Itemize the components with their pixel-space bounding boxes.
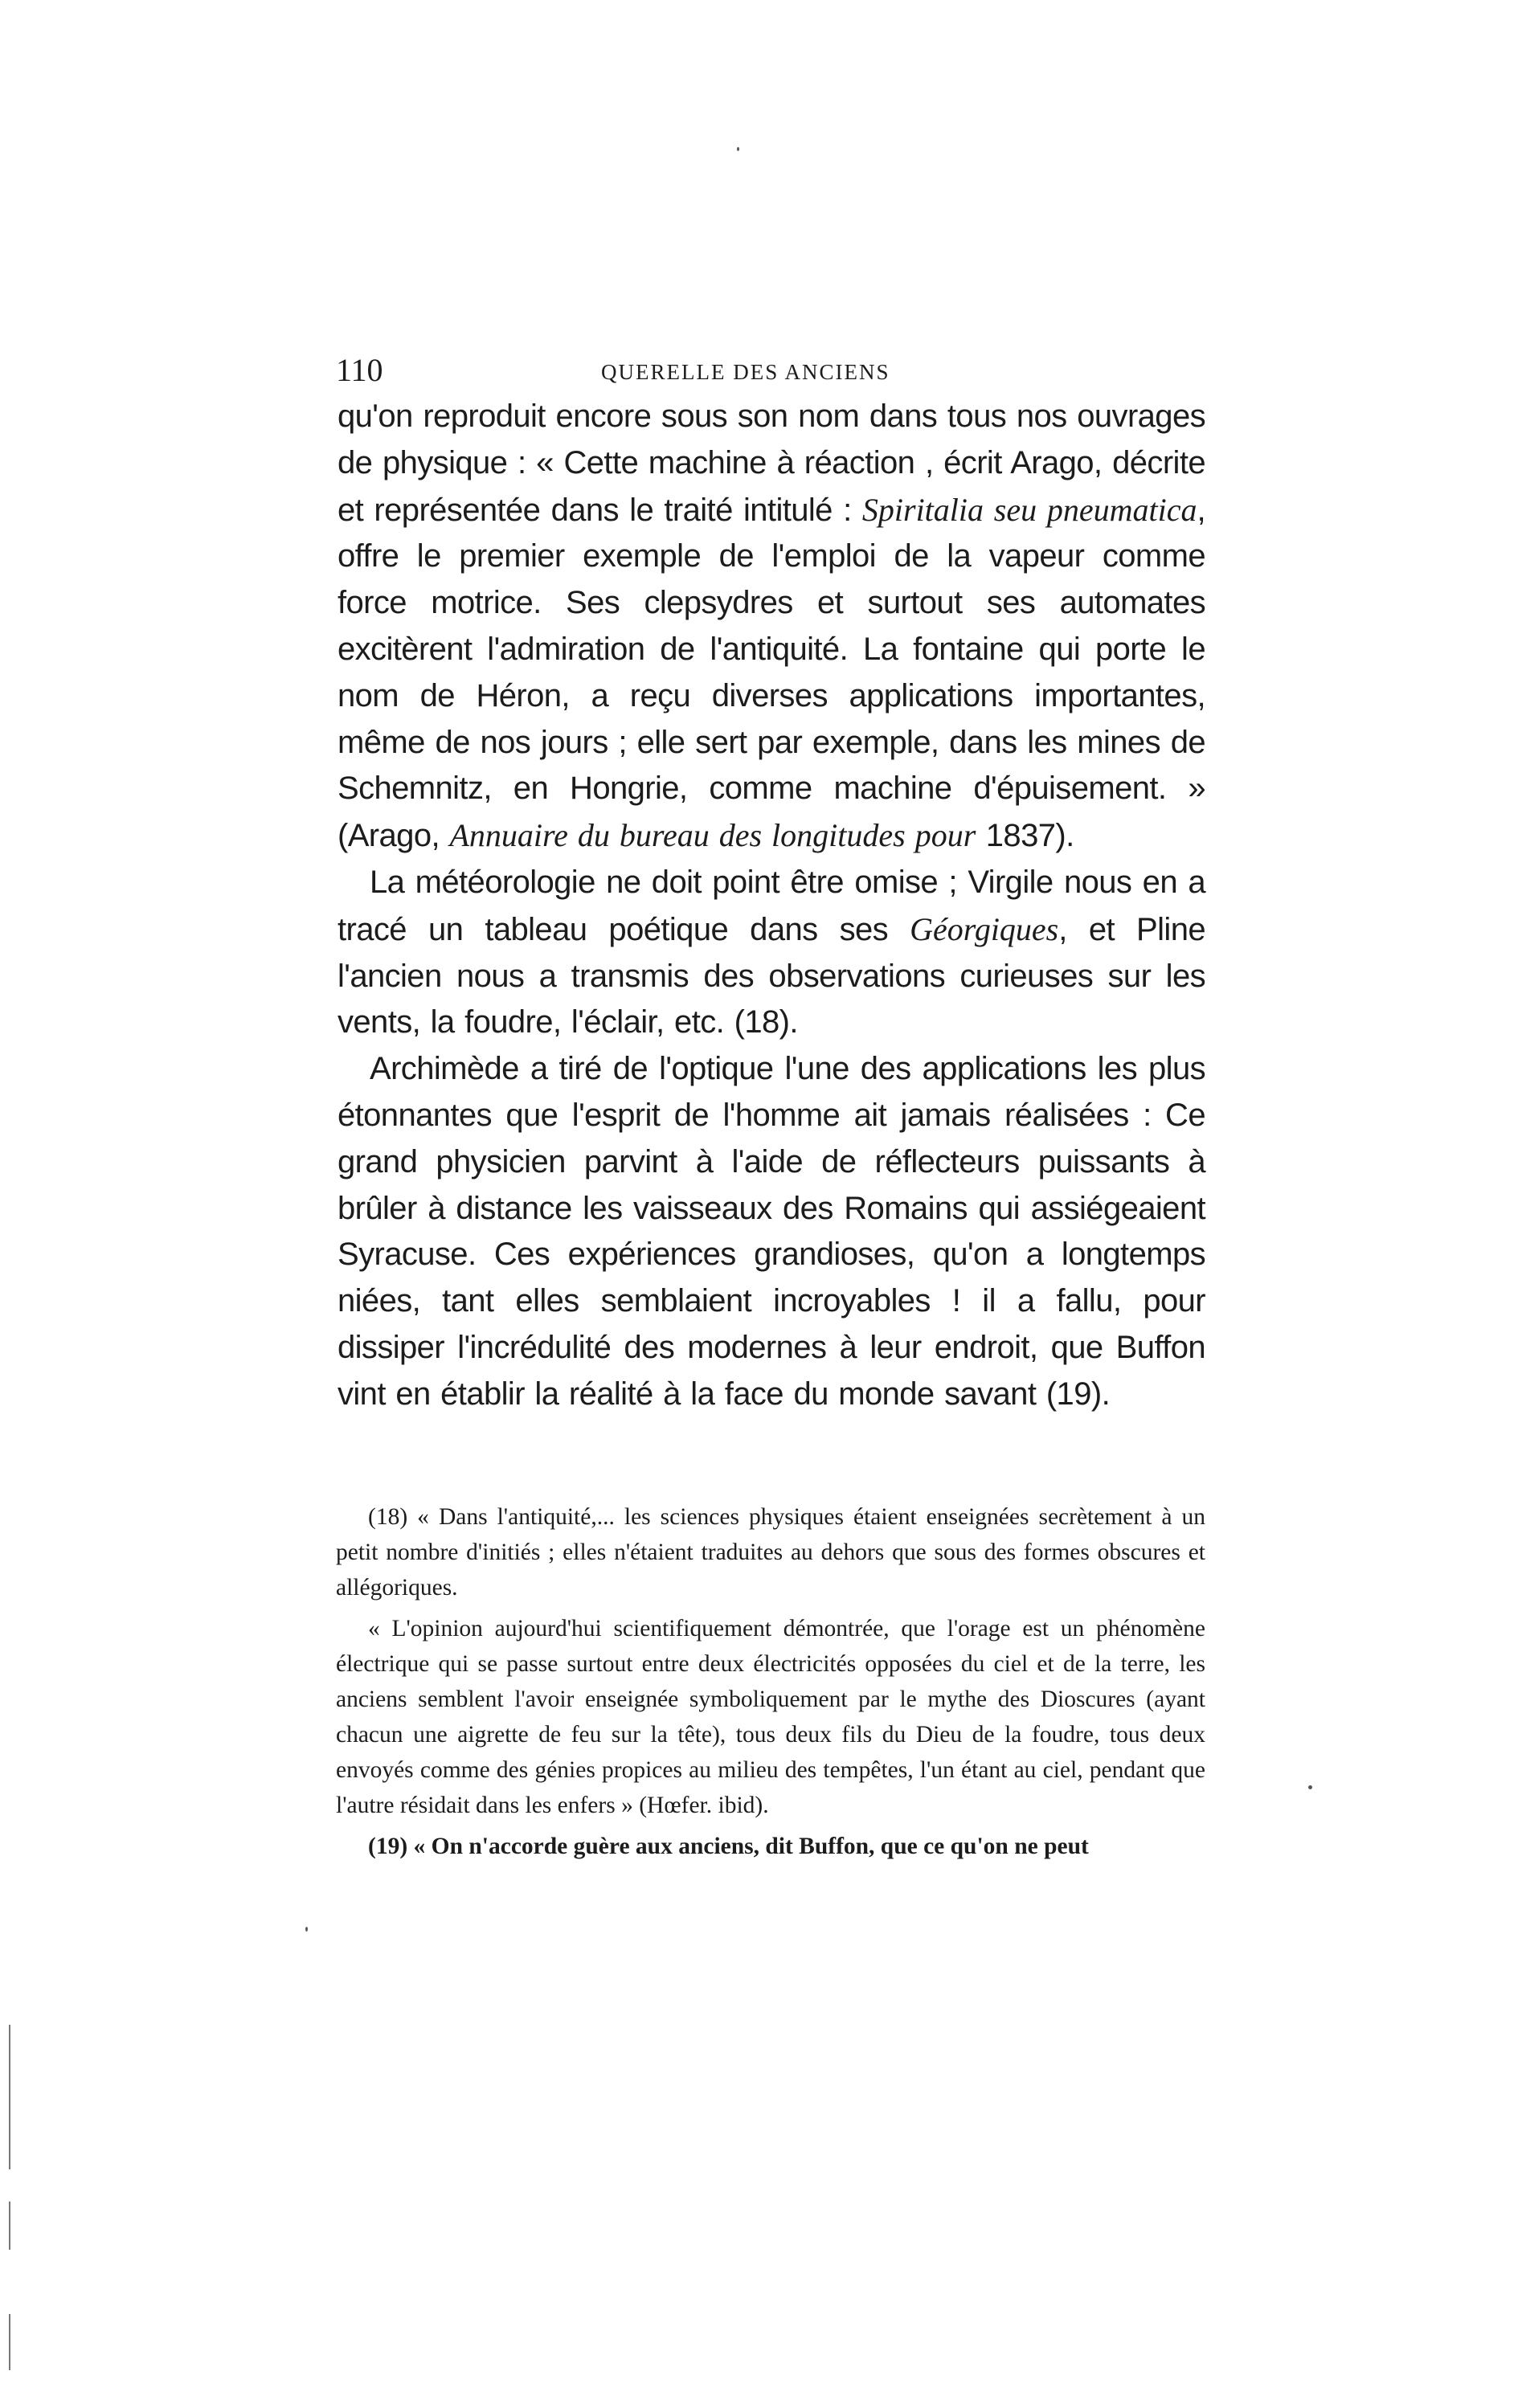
scan-margin-line: [9, 2314, 10, 2370]
paragraph-archimede: Archimède a tiré de l'optique l'une des applications les plus étonnantes que l'esprit de l'homme ait jamais réalisées : Ce grand physicien parvint à l'aide de réflecteurs puissants à brûler à distance les vaisseaux des Romains qui assiégeaient Syracuse. Ces expériences grandioses, qu'on a longtemps niées, tant elles semblaient incroyables ! il a fallu, pour dissiper l'incrédulité des modernes à leur endroit, que Buffon vint en établir la réalité à la face du monde savant (19).: [338, 1051, 1205, 1412]
italic-title-georgiques: Géorgiques: [910, 910, 1059, 947]
running-title: QUERELLE DES ANCIENS: [601, 360, 890, 384]
scan-speck: [737, 147, 739, 151]
scan-margin-line: [9, 2202, 10, 2250]
footnote-19: (19) « On n'accorde guère aux anciens, dit Buffon, que ce qu'on ne peut: [368, 1834, 1089, 1859]
scan-margin-line: [9, 2025, 10, 2169]
page-header: [336, 350, 1204, 390]
main-text: [338, 394, 1205, 1418]
scan-speck: [1308, 1785, 1312, 1789]
scan-speck: [305, 1927, 308, 1932]
footnote-18: (18) « Dans l'antiquité,... les sciences physiques étaient enseignées secrètement à un petit nombre d'initiés ; elles n'étaient traduites au dehors que sous des formes obscures et allégoriques.: [336, 1504, 1205, 1601]
paragraph-meteorologie: La météorologie ne doit point être omise ; Virgile nous en a tracé un tableau poétique dans ses Géorgiques, et Pline l'ancien nous a transmis des observations curieuses sur les vents, la foudre, l'éclair, etc. (18).: [338, 864, 1205, 1040]
footnotes: [336, 1499, 1205, 1870]
italic-title-annuaire: Annuaire du bureau des longitudes pour: [449, 817, 976, 854]
paragraph-continuation: qu'on reproduit encore sous son nom dans tous nos ouvrages de physique : « Cette machine à réaction , écrit Arago, décrite et représentée dans le traité intitulé : Spiritalia seu pneumatica, offre le premier exemple de l'emploi de la vapeur comme force motrice. Ses clepsydres et surtout ses automates excitèrent l'admiration de l'antiquité. La fontaine qui porte le nom de Héron, a reçu diverses applications importantes, même de nos jours ; elle sert par exemple, dans les mines de Schemnitz, en Hongrie, comme machine d'épuisement. » (Arago, Annuaire du bureau des longitudes pour 1837).: [338, 399, 1205, 854]
italic-title-spiritalia: Spiritalia seu pneumatica: [861, 491, 1197, 528]
footnote-18-continued: « L'opinion aujourd'hui scientifiquement démontrée, que l'orage est un phénomène électrique qui se passe surtout entre deux électricités opposées du ciel et de la terre, les anciens semblent l'avoir enseignée symboliquement par le mythe des Dioscures (ayant chacun une aigrette de feu sur la tête), tous deux fils du Dieu de la foudre, tous deux envoyés comme des génies propices au milieu des tempêtes, l'un étant au ciel, pendant que l'autre résidait dans les enfers » (Hœfer. ibid).: [336, 1616, 1205, 1818]
page-number: 110: [336, 352, 383, 388]
